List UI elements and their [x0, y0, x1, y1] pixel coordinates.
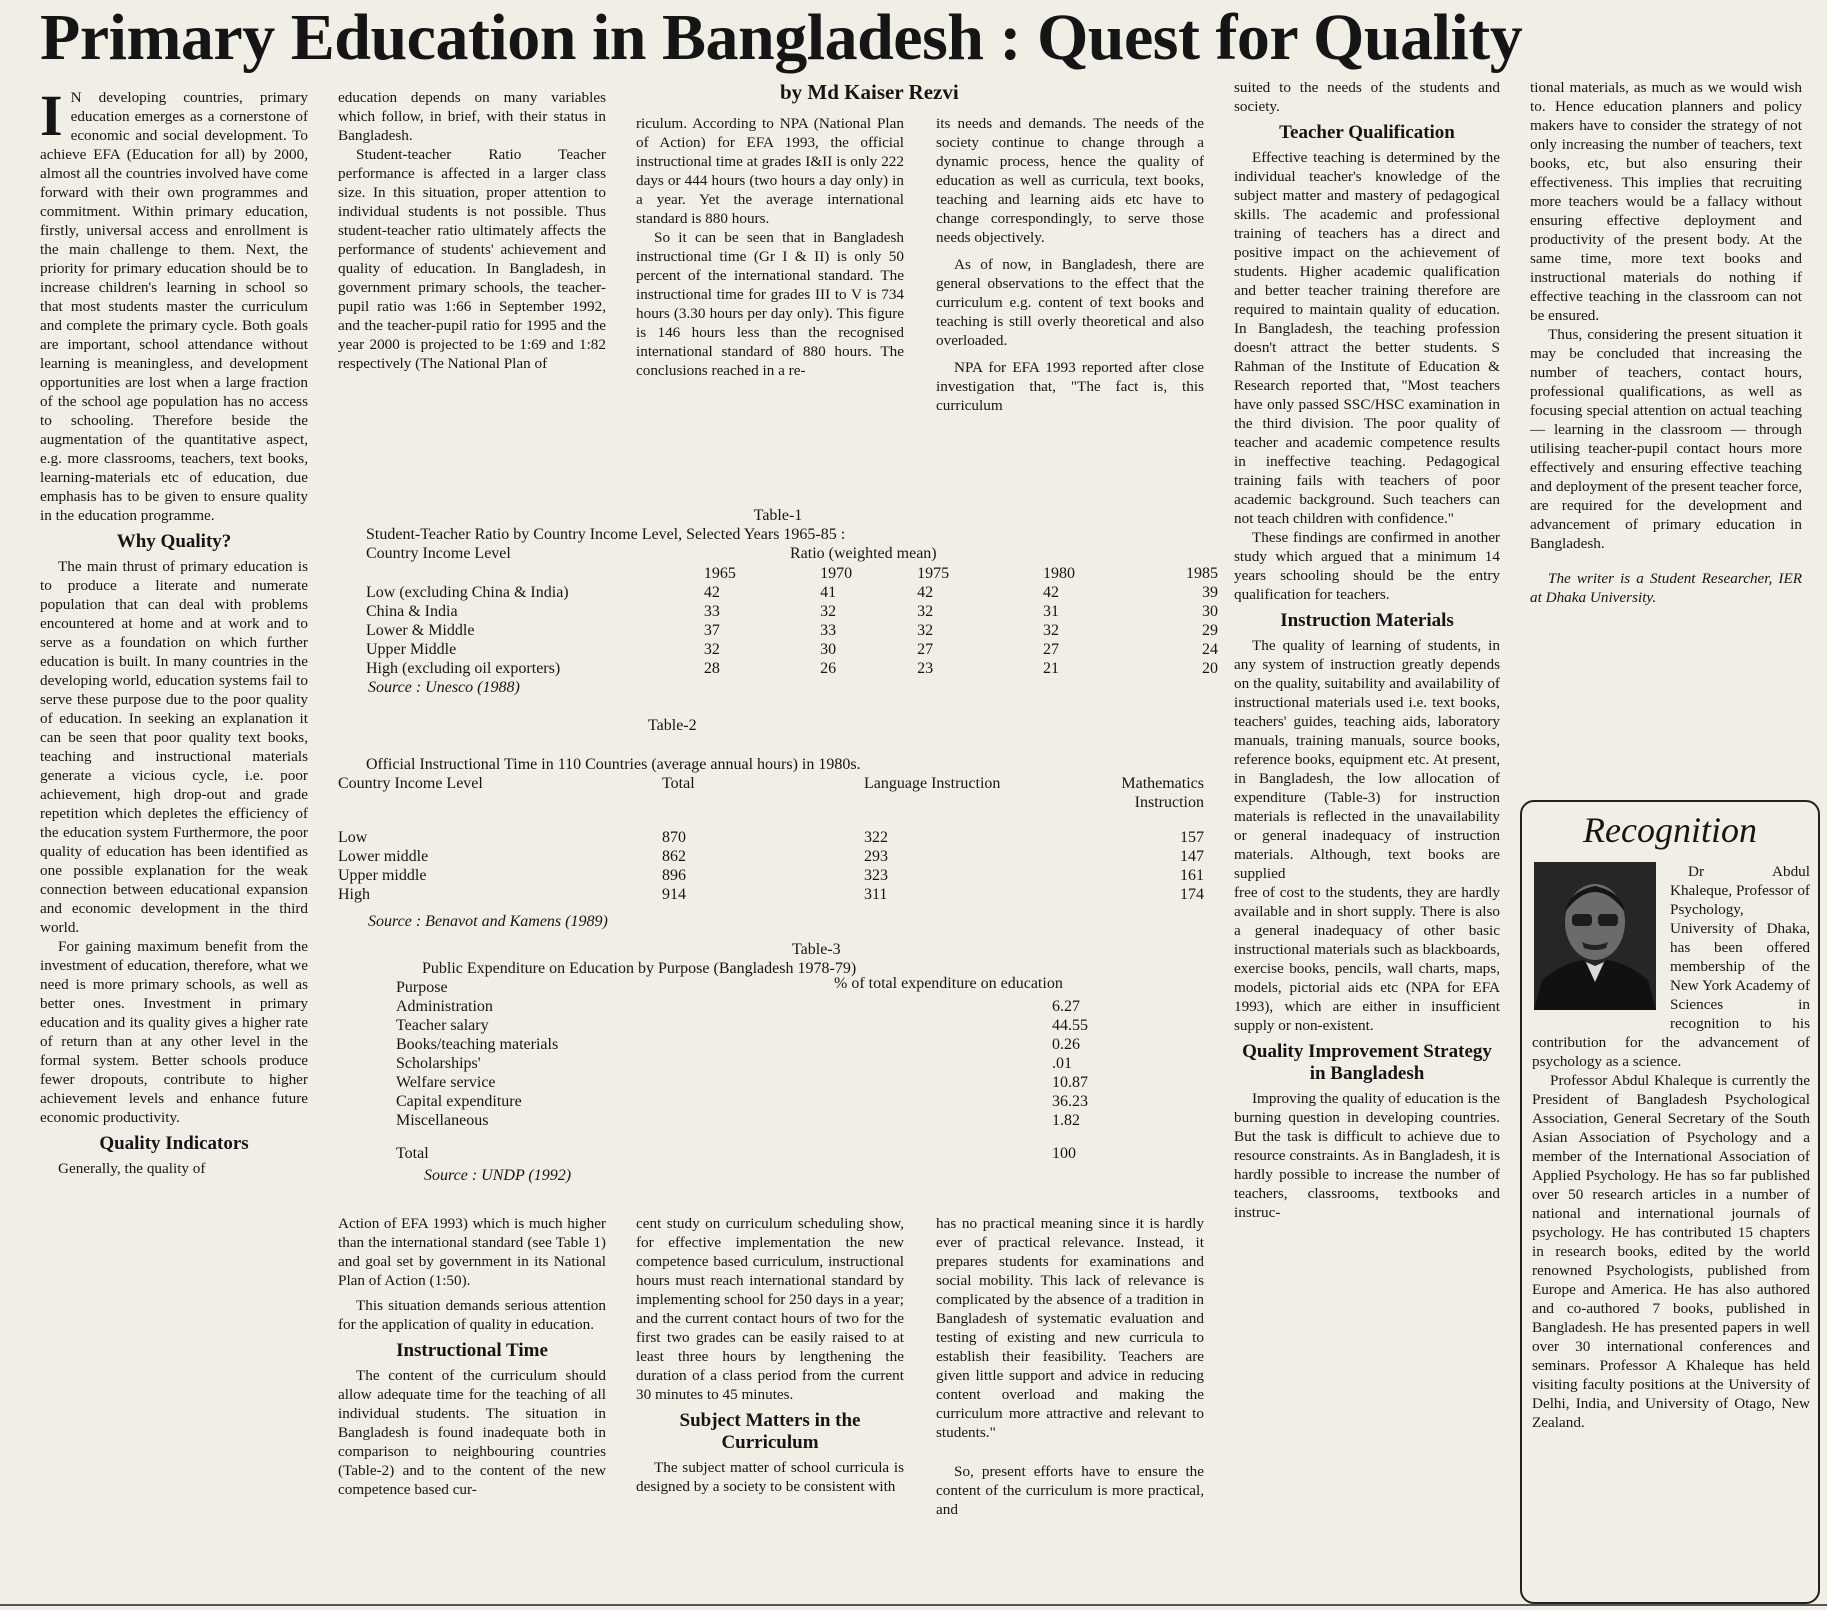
row-label: Welfare service	[396, 1074, 496, 1091]
table-row	[396, 1035, 1088, 1054]
table-row	[338, 583, 1218, 602]
subhead-quality-indicators: Quality Indicators	[99, 1133, 249, 1154]
table-2	[338, 716, 1218, 931]
subhead-why-quality: Why Quality?	[116, 531, 232, 552]
headline: Primary Education in Bangladesh : Quest for Quality	[40, 1, 1523, 74]
table-cell: 24	[1202, 641, 1218, 658]
paragraph: So it can be seen that in Bangladesh instructional time (Gr I & II) is only 50 percent of the international standard. The instructional time for grades III to V is 734 hours (3.30 hours per day only). This figure is 146 hours less than the recognised international standard of 880 hours. The conclusions reached in a re-	[636, 229, 904, 379]
year-header: 1985	[1186, 565, 1218, 582]
table-cell: 30	[820, 641, 837, 658]
table-cell: 157	[1180, 829, 1204, 846]
table-cell: 322	[864, 829, 888, 846]
table-cell: .01	[1052, 1055, 1072, 1072]
table-cell: 293	[864, 848, 888, 865]
table-row	[338, 828, 1204, 847]
table-row	[338, 847, 1204, 866]
total-value: 100	[1052, 1145, 1076, 1162]
recognition-title: Recognition	[1583, 810, 1757, 850]
paragraph: tional materials, as much as we would wish to. Hence education planners and policy makers have to consider the strategy of not only increasing the number of teachers, text books, etc, but also ensuring their effectiveness. This implies that recruiting more teachers would be a fallacy without ensuring effective deployment and productivity of the present body. At the same time, more text books and instructional materials do nothing if effective teaching in the classroom can not be ensured.	[1530, 79, 1802, 324]
table-cell: 311	[864, 886, 888, 903]
table-cell: 27	[917, 641, 934, 658]
table-cell: 147	[1180, 848, 1204, 865]
table-cell: 33	[820, 622, 837, 639]
row-label: High (excluding oil exporters)	[366, 660, 561, 677]
article-column-2-bottom	[338, 1214, 606, 1600]
paragraph: Student-teacher Ratio Teacher performance is affected in a larger class size. In this situation, proper attention to individual students is not possible. Thus student-teacher ratio ultimately affects the performance of students' achievement and quality of education. In Bangladesh, in government primary schools, the teacher-pupil ratio was 1:66 in September 1992, and the teacher-pupil ratio for 1995 and the year 2000 is projected to be 1:69 and 1:82 respectively (The National Plan of	[338, 146, 606, 372]
article-column-2	[338, 88, 606, 490]
table-title: Public Expenditure on Education by Purpose (Bangladesh 1978-79)	[422, 960, 857, 977]
author-note: The writer is a Student Researcher, IER at Dhaka University.	[1530, 570, 1802, 606]
table-source: Source : UNDP (1992)	[424, 1167, 572, 1184]
table-cell: 20	[1202, 660, 1218, 677]
paragraph: its needs and demands. The needs of the society continue to change through a dynamic process, hence the quality of education as well as curricula, text books, teaching and learning aids etc have to change correspondingly, to serve those needs objectively.	[936, 115, 1204, 246]
subhead-quality-improvement: Quality Improvement Strategy in Bangladesh	[1242, 1041, 1492, 1084]
table-cell: 36.23	[1052, 1093, 1088, 1110]
byline: by Md Kaiser Rezvi	[780, 80, 959, 104]
table-row	[396, 997, 1088, 1016]
paragraph: Effective teaching is determined by the individual teacher's knowledge of the subject matter and mastery of pedagogical skills. The academic and professional training of teachers has a direct and positive impact on the achievement of students. Higher academic qualification and better teacher training therefore are required to maintain quality of education. In Bangladesh, the teaching profession doesn't attract the better students. S Rahman of the Institute of Education & Research reported that, "Most teachers have only passed SSC/HSC examination in the third division. The poor quality of teacher and academic competence results in ineffective teaching. Pedagogical training fails with teachers of poor academic background. Such teachers can not teach children with confidence."	[1234, 149, 1500, 527]
row-label: Books/teaching materials	[396, 1036, 559, 1053]
table-cell: 33	[703, 603, 720, 620]
paragraph: Dr Abdul Khaleque, Professor of Psychology, University of Dhaka, has been offered membership of the New York Academy of Sciences in recognition to his contribution for the advancement of psychology as a science.	[1532, 863, 1810, 1070]
table-source: Source : Unesco (1988)	[368, 679, 520, 696]
row-label: Low (excluding China & India)	[366, 584, 569, 601]
table-cell: 44.55	[1052, 1017, 1088, 1034]
row-label: Administration	[396, 998, 493, 1015]
table-row	[338, 640, 1218, 659]
year-header: 1965	[703, 565, 736, 582]
table-cell: 41	[820, 584, 837, 601]
table-title: Student-Teacher Ratio by Country Income Level, Selected Years 1965-85 :	[366, 526, 846, 543]
data-table	[338, 774, 1204, 904]
table-row	[338, 621, 1218, 640]
paragraph: So, present efforts have to ensure the content of the curriculum is more practical, and	[936, 1463, 1204, 1518]
paragraph: For gaining maximum benefit from the investment of education, therefore, what we need is more primary schools, as well as better ones. Investment in primary education and its quality gives a higher rate of return than at any other level in the formal system. Better schools produce fewer dropouts, contribute to higher achievement levels and enhance future economic productivity.	[40, 938, 308, 1126]
paragraph: cent study on curriculum scheduling show, for effective implementation the new competence based curriculum, instructional hours must reach international standard by implementing school for 250 days in a year; and the current contact hours of two for the first two grades can be easily raised to at least three hours by lengthening the duration of a class period from the current 30 minutes to 45 minutes.	[636, 1215, 904, 1403]
paragraph: free of cost to the students, they are hardly available and in short supply. There is also a general inadequacy of other basic instructional materials such as blackboards, exercise books, pencils, wall charts, maps, models, pictorial aids etc (NPA for EFA 1993), which are either in insufficient supply or non-existent.	[1234, 884, 1500, 1034]
table-cell: 174	[1180, 886, 1204, 903]
intro-paragraph: I N developing countries, primary education emerges as a cornerstone of economic and social development. To achieve EFA (Education for all) by 2000, almost all the countries involved have come forward with their own programmes and commitment. Within primary education, firstly, universal access and enrollment is the main challenge to them. Next, the priority for primary education should be to increase children's learning in school so that most students master the curriculum and complete the primary cycle. Both goals are important, school attendance without learning is meaningless, and development opportunities are lost when a large fraction of the school age population has no access to schooling. Therefore beside the augmentation of the quantitative aspect, e.g. more classrooms, teachers, text books, learning-materials etc of education, due emphasis has to be given to ensure quality in the education programme.	[40, 88, 308, 524]
table-cell: 32	[820, 603, 837, 620]
table-row	[396, 1016, 1088, 1035]
table-caption: Table-1	[753, 507, 803, 524]
table-cell: 42	[703, 584, 720, 601]
row-label: Miscellaneous	[396, 1112, 489, 1129]
row-label: Upper Middle	[366, 641, 457, 658]
row-label: Lower middle	[338, 848, 429, 865]
dropcap: I	[40, 88, 63, 148]
table-cell: 32	[917, 603, 934, 620]
table-cell: 27	[1042, 641, 1059, 658]
paragraph: Thus, considering the present situation it may be concluded that increasing the number of teachers, contact hours, professional qualifications, as well as focusing special attention on actual teaching — learning in the classroom — through utilising teacher-pupil contact hours more effectively and ensuring effective teaching and deployment of the present teacher force, are required for the development and advancement of primary education in Bangladesh.	[1530, 326, 1802, 552]
table-cell: 29	[1202, 622, 1218, 639]
row-label: Capital expenditure	[396, 1093, 522, 1110]
subhead-teacher-qualification: Teacher Qualification	[1279, 122, 1455, 143]
column-header: Mathematics Instruction	[1121, 775, 1204, 811]
table-cell: 39	[1202, 584, 1218, 601]
table-row	[338, 866, 1204, 885]
paragraph: has no practical meaning since it is hardly ever of practical relevance. Instead, it prepares students for examinations and social mobility. This lack of relevance is complicated by the absence of a tradition in Bangladesh of systematic evaluation and testing of existing and new curricula to establish their feasibility. Teachers are given little support and advice in reducing content overload and making the curriculum more attractive and relevant to students."	[936, 1215, 1204, 1441]
paragraph: As of now, in Bangladesh, there are general observations to the effect that the curriculum e.g. content of text books and teaching is still overly theoretical and also overloaded.	[936, 256, 1204, 349]
table-row	[338, 885, 1204, 904]
table-cell: 0.26	[1052, 1036, 1080, 1053]
table-cell: 862	[662, 848, 686, 865]
column-header: % of total expenditure on education	[834, 975, 1063, 992]
row-label: Teacher salary	[396, 1017, 489, 1034]
table-row	[396, 1073, 1088, 1092]
table-source: Source : Benavot and Kamens (1989)	[368, 913, 608, 930]
paragraph: This situation demands serious attention for the application of quality in education.	[338, 1297, 606, 1333]
column-header: Language Instruction	[864, 775, 1001, 792]
paragraph: The main thrust of primary education is to produce a literate and numerate population that can deal with problems encountered at home and at work and to serve as a foundation on which further education is built. In many countries in the developing world, education systems fail to serve these purpose due to the poor quality of education. In seeking an explanation it can be seen that poor quality text books, teaching and instructional materials generate a vicious cycle, i.e. poor achievement, high drop-out and grade repetition which depletes the efficiency of the education system Furthermore, the poor quality of education has been identified as one possible explanation for the weak connection between educational expansion and economic development in the third world.	[40, 558, 308, 936]
table-cell: 37	[703, 622, 720, 639]
paragraph: Generally, the quality of	[58, 1160, 206, 1177]
article-column-3	[636, 114, 904, 490]
paragraph: Action of EFA 1993) which is much higher than the international standard (see Table 1) and goal set by government in its National Plan of Action (1:50).	[338, 1215, 606, 1289]
paragraph: Professor Abdul Khaleque is currently the President of Bangladesh Psychological Association, General Secretary of the South Asian Association of Psychology and a member of the International Association of Applied Psychology. He has so far published over 50 research articles in a number of national and international journals of psychology. He has contributed 15 chapters in research books, edited by the world renowned Psychologists, published from Europe and America. He has also authored and co-authored 7 books, published in Bangladesh. He has presented papers in well over 30 international conferences and seminars. Professor A Khaleque has held visiting faculty positions at the University of Delhi, India, and University of Otago, New Zealand.	[1532, 1072, 1810, 1431]
data-table	[396, 997, 1088, 1130]
subhead-instruction-materials: Instruction Materials	[1280, 610, 1454, 631]
row-label: Scholarships'	[396, 1055, 481, 1072]
table-row	[396, 1111, 1088, 1130]
article-column-4-bottom	[936, 1214, 1204, 1600]
table-caption: Table-3	[792, 941, 841, 958]
row-label: Upper middle	[338, 867, 427, 884]
paragraph: The subject matter of school curricula is designed by a society to be consistent with	[636, 1459, 904, 1495]
table-cell: 28	[703, 660, 720, 677]
total-label: Total	[396, 1145, 429, 1162]
year-header: 1970	[820, 565, 853, 582]
column-header: Country Income Level	[366, 545, 511, 562]
column-header: Total	[662, 775, 695, 792]
paragraph: The content of the curriculum should allow adequate time for the teaching of all individual students. The situation in Bangladesh is found inadequate both in comparison to neighbouring countries (Table-2) and to the content of the new competence based cur-	[338, 1367, 606, 1498]
table-cell: 32	[917, 622, 934, 639]
column-header: Country Income Level	[338, 775, 483, 792]
table-cell: 42	[1042, 584, 1059, 601]
bottom-rule	[0, 1604, 1827, 1606]
article-column-4	[936, 114, 1204, 490]
table-cell: 870	[662, 829, 686, 846]
column-header: Purpose	[396, 979, 448, 996]
subhead-instructional-time: Instructional Time	[396, 1340, 548, 1361]
table-cell: 32	[1042, 622, 1059, 639]
paragraph: These findings are confirmed in another study which argued that a minimum 14 years schooling should be the entry qualification for teachers.	[1234, 529, 1500, 603]
table-cell: 32	[703, 641, 720, 658]
table-cell: 26	[820, 660, 837, 677]
table-1	[338, 506, 1218, 697]
article-column-5	[1234, 78, 1500, 1600]
paragraph: education depends on many variables which follow, in brief, with their status in Bangladesh.	[338, 89, 606, 144]
table-cell: 323	[864, 867, 888, 884]
table-row	[338, 659, 1218, 678]
table-cell: 31	[1042, 603, 1059, 620]
table-cell: 23	[917, 660, 934, 677]
year-header: 1980	[1042, 565, 1075, 582]
table-title: Official Instructional Time in 110 Countries (average annual hours) in 1980s.	[366, 756, 861, 773]
row-label: Lower & Middle	[366, 622, 475, 639]
table-cell: 21	[1042, 660, 1059, 677]
table-cell: 42	[917, 584, 934, 601]
column-header: Ratio (weighted mean)	[790, 545, 937, 562]
article-column-3-bottom	[636, 1214, 904, 1600]
row-label: High	[338, 886, 370, 903]
year-header: 1975	[917, 565, 950, 582]
table-3	[338, 940, 1218, 1185]
table-cell: 1.82	[1052, 1112, 1080, 1129]
paragraph: NPA for EFA 1993 reported after close investigation that, "The fact is, this curriculum	[936, 359, 1204, 414]
row-label: Low	[338, 829, 368, 846]
subhead-subject-matters: Subject Matters in the Curriculum	[679, 1410, 861, 1453]
paragraph: Improving the quality of education is the burning question in developing countries. But the task is difficult to achieve due to resource constraints. As in Bangladesh, it is hardly possible to increase the number of teachers, classrooms, textbooks and instruc-	[1234, 1090, 1500, 1221]
table-row	[396, 1092, 1088, 1111]
paragraph: suited to the needs of the students and society.	[1234, 79, 1500, 115]
table-cell: 914	[662, 886, 686, 903]
paragraph: The quality of learning of students, in any system of instruction greatly depends on the quality, suitability and availability of instructional materials used i.e. text books, teachers' guides, teaching aids, laboratory manuals, training manuals, source books, reference books, equipment etc. At present, in Bangladesh, the low allocation of expenditure (Table-3) for instruction materials is reflected in the unavailability or general inadequacy of instruction materials. Although, text books are supplied	[1234, 637, 1500, 882]
table-cell: 6.27	[1052, 998, 1080, 1015]
table-cell: 161	[1180, 867, 1204, 884]
paragraph: riculum. According to NPA (National Plan of Action) for EFA 1993, the official instructional time at grades I&II is only 222 days or 444 hours (two hours a day only) in a year. Yet the average international standard is 880 hours.	[636, 115, 904, 227]
table-cell: 896	[662, 867, 686, 884]
table-cell: 30	[1202, 603, 1218, 620]
portrait-photo	[1534, 862, 1656, 1010]
row-label: China & India	[366, 603, 458, 620]
article-column-1	[40, 88, 308, 1600]
recognition-box	[1520, 800, 1820, 1604]
table-row	[338, 602, 1218, 621]
table-caption: Table-2	[648, 717, 697, 734]
article-column-6	[1530, 78, 1802, 796]
table-row	[396, 1054, 1088, 1073]
table-cell: 10.87	[1052, 1074, 1088, 1091]
